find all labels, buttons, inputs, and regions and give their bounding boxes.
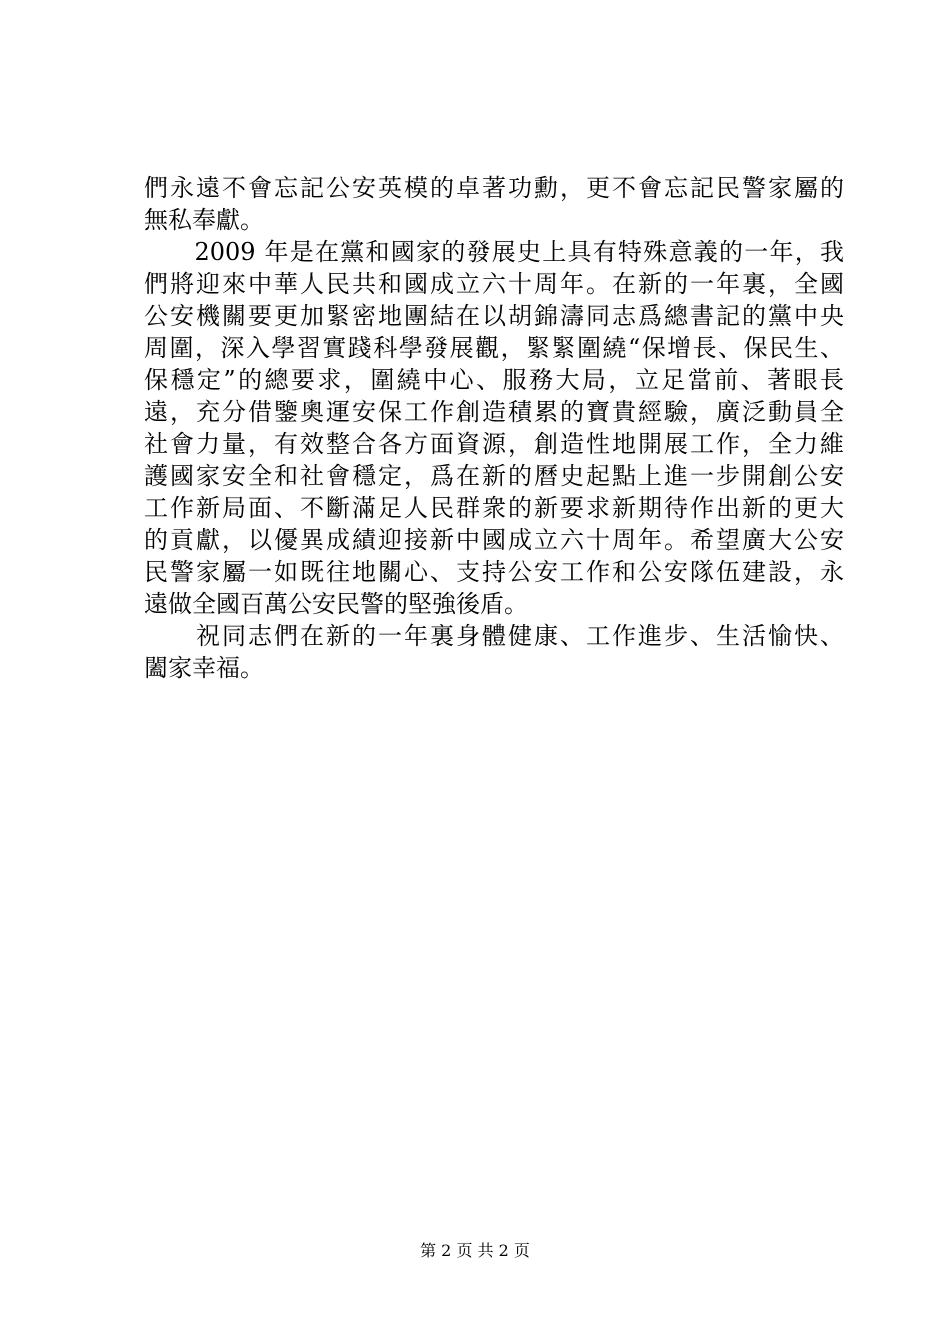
text-line: 們將迎來中華人民共和國成立六十周年。在新的一年裏，全國: [144, 270, 844, 298]
paragraph-first-line: 2009 年是在黨和國家的發展史上具有特殊意義的一年，我: [144, 238, 844, 266]
text-line: 遠，充分借鑒奧運安保工作創造積累的寶貴經驗，廣泛動員全: [144, 398, 844, 426]
text-line: 社會力量，有效整合各方面資源，創造性地開展工作，全力維: [144, 430, 844, 458]
text-line: 護國家安全和社會穩定，爲在新的曆史起點上進一步開創公安: [144, 462, 844, 490]
document-body: [144, 172, 844, 684]
text-line: 的貢獻，以優異成績迎接新中國成立六十周年。希望廣大公安: [144, 526, 844, 554]
text-line: 公安機關要更加緊密地團結在以胡錦濤同志爲總書記的黨中央: [144, 302, 844, 330]
paragraph-first-line: 祝同志們在新的一年裏身體健康、工作進步、生活愉快、: [144, 622, 844, 650]
page-number-footer: 第 2 页 共 2 页: [420, 1241, 530, 1260]
text-line: 無私奉獻。: [144, 206, 264, 234]
text-line: 民警家屬一如既往地關心、支持公安工作和公安隊伍建設，永: [144, 558, 844, 586]
text-line: 遠做全國百萬公安民警的堅強後盾。: [144, 590, 528, 618]
text-line: 周圍，深入學習實踐科學發展觀，緊緊圍繞“保增長、保民生、: [144, 334, 844, 362]
text-line: 工作新局面、不斷滿足人民群衆的新要求新期待作出新的更大: [144, 494, 844, 522]
text-line: 闔家幸福。: [144, 654, 264, 682]
text-line: 保穩定”的總要求，圍繞中心、服務大局，立足當前、著眼長: [144, 366, 844, 394]
text-line: 們永遠不會忘記公安英模的卓著功勳，更不會忘記民警家屬的: [144, 174, 844, 202]
